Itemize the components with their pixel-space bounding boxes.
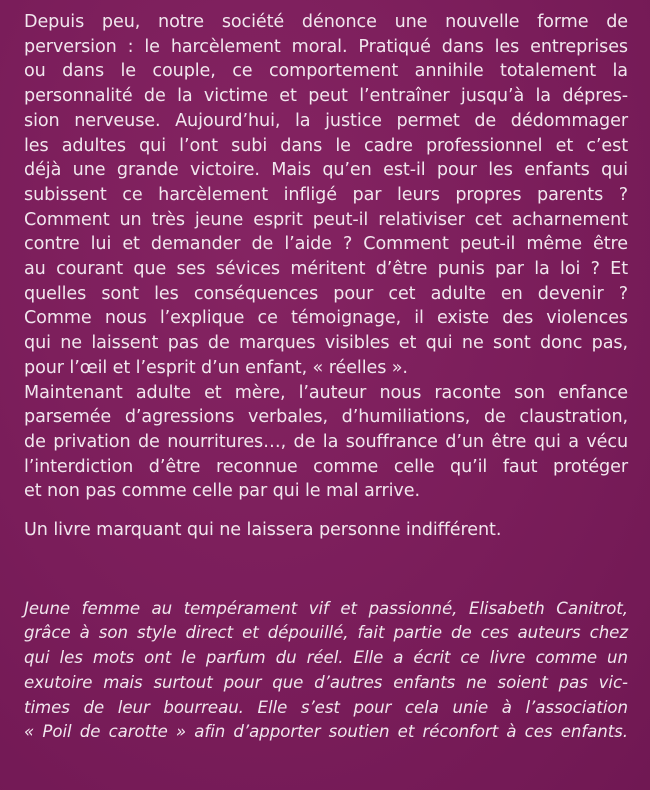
summary-line: les adultes qui l’ont subi dans le cadre professionnel et c’est	[24, 135, 628, 156]
author-bio-line: times de leur bourreau. Elle s’est pour cela unie à l’association	[24, 697, 628, 717]
summary-paragraph	[24, 10, 628, 504]
summary-line: perversion : le harcèlement moral. Pratiqué dans les entreprises	[24, 36, 628, 57]
author-bio-line: qui les mots ont le parfum du réel. Elle a écrit ce livre comme un	[24, 648, 628, 668]
summary-line: subissent ce harcèlement infligé par leurs propres parents ?	[24, 184, 628, 205]
summary-line: personnalité de la victime et peut l’entraîner jusqu’à la dépres-	[24, 86, 628, 107]
author-bio-paragraph	[24, 597, 628, 745]
summary-line: l’interdiction d’être reconnue comme celle qu’il faut protéger	[24, 456, 628, 477]
summary-line: pour l’œil et l’esprit d’un enfant, « réelles ».	[24, 357, 408, 378]
summary-line: contre lui et demander de l’aide ? Comment peut-il même être	[24, 234, 628, 255]
tagline: Un livre marquant qui ne laissera personne indifférent.	[24, 520, 502, 541]
summary-line: sion nerveuse. Aujourd’hui, la justice permet de dédommager	[24, 110, 628, 131]
author-bio-line: grâce à son style direct et dépouillé, fait partie de ces auteurs chez	[24, 623, 628, 643]
author-bio-line: « Poil de carotte » afin d’apporter soutien et réconfort à ces enfants.	[24, 722, 628, 742]
back-cover-text	[24, 10, 628, 745]
summary-line: Depuis peu, notre société dénonce une nouvelle forme de	[24, 12, 628, 32]
summary-line: quelles sont les conséquences pour cet adulte en devenir ?	[24, 283, 628, 304]
summary-line: Maintenant adulte et mère, l’auteur nous raconte son enfance	[24, 382, 628, 403]
summary-line: parsemée d’agressions verbales, d’humiliations, de claustration,	[24, 407, 628, 428]
summary-line: et non pas comme celle par qui le mal arrive.	[24, 481, 420, 502]
summary-line: ou dans le couple, ce comportement annihile totalement la	[24, 61, 628, 82]
summary-line: au courant que ses sévices méritent d’être punis par la loi ? Et	[24, 259, 628, 280]
author-bio-line: Jeune femme au tempérament vif et passionné, Elisabeth Canitrot,	[24, 598, 628, 618]
summary-line: déjà une grande victoire. Mais qu’en est-il pour les enfants qui	[24, 160, 628, 181]
summary-line: Comment un très jeune esprit peut-il relativiser cet acharnement	[24, 209, 628, 230]
summary-line: Comme nous l’explique ce témoignage, il existe des violences	[24, 308, 628, 329]
summary-line: qui ne laissent pas de marques visibles et qui ne sont donc pas,	[24, 333, 628, 354]
author-bio-line: exutoire mais surtout pour que d’autres enfants ne soient pas vic-	[24, 672, 628, 692]
summary-line: de privation de nourritures…, de la souffrance d’un être qui a vécu	[24, 431, 628, 452]
